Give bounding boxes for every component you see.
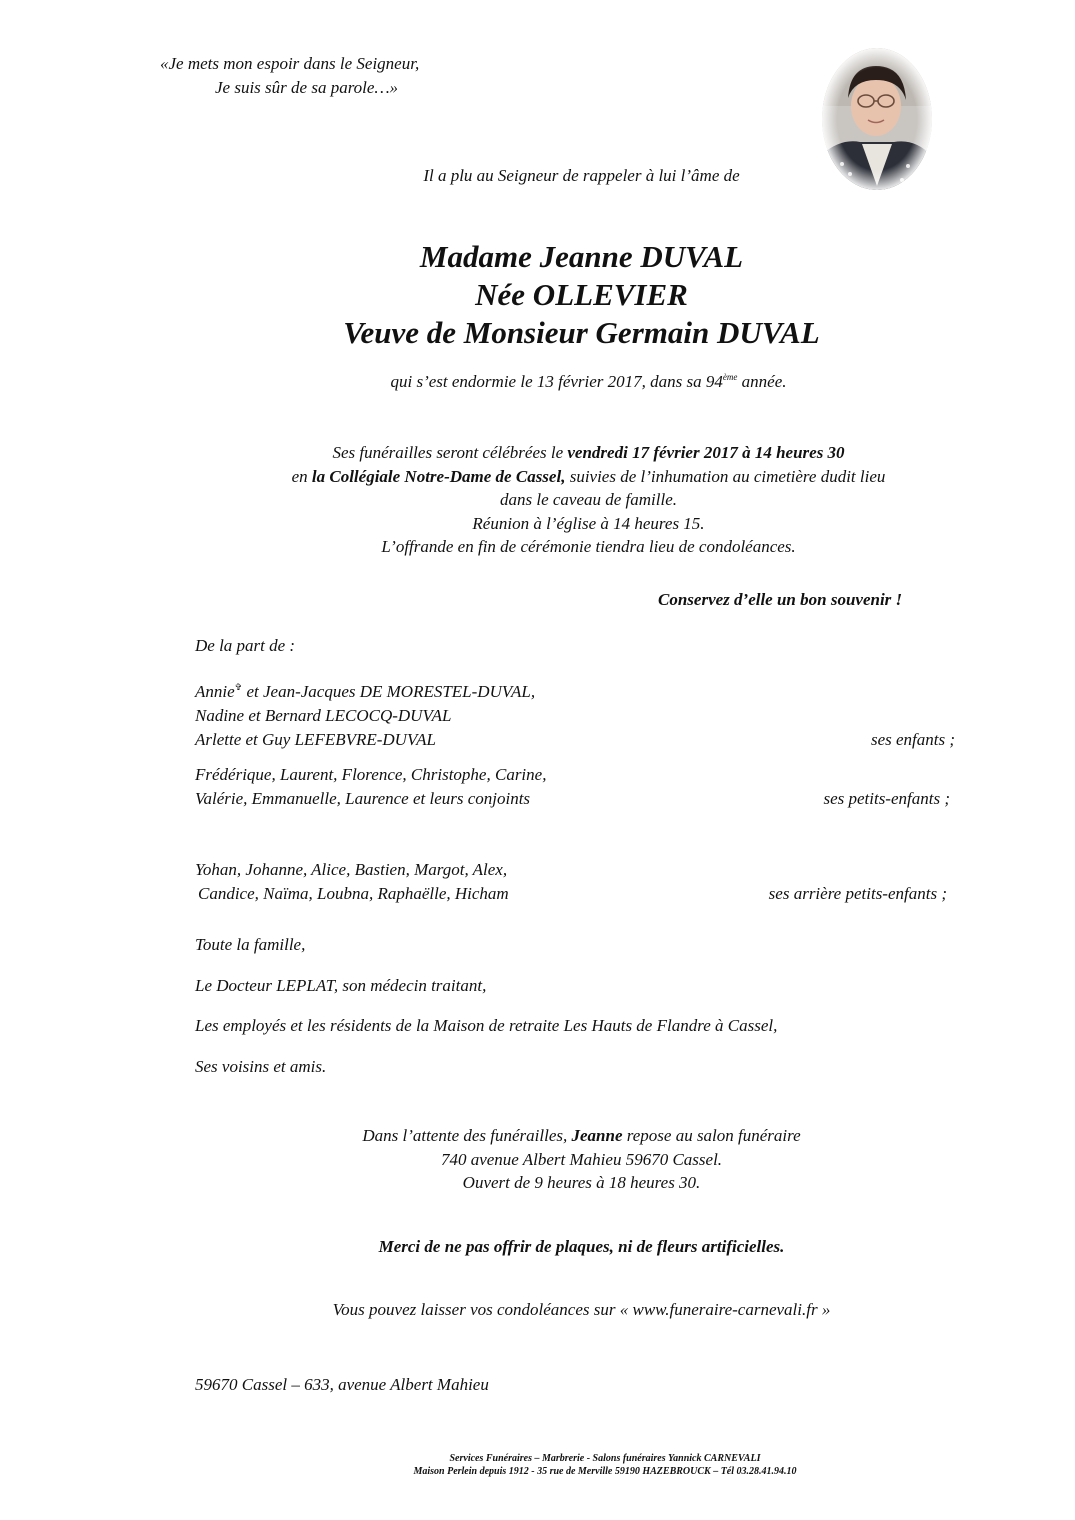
grandchildren-line-2: Valérie, Emmanuelle, Laurence et leurs conjoints [195, 789, 531, 808]
footer-line-1: Services Funéraires – Marbrerie - Salons funéraires Yannick CARNEVALI [449, 1453, 761, 1464]
funeral-line-5: L’offrande en fin de cérémonie tiendra lieu de condoléances. [381, 537, 796, 556]
ordinal-suffix: ème [722, 372, 738, 382]
widow-of: Veuve de Monsieur Germain DUVAL [343, 315, 820, 350]
neighbors-text: Ses voisins et amis. [195, 1057, 327, 1076]
cross-icon: ✞ [234, 682, 243, 692]
epigraph-quote [160, 52, 419, 100]
from-label: De la part de : [195, 636, 296, 655]
intro-text: Il a plu au Seigneur de rappeler à lui l’âme de [423, 166, 740, 185]
funeral-details [0, 441, 1075, 559]
no-flowers-request: Merci de ne pas offrir de plaques, ni de fleurs artificielles. [378, 1237, 785, 1256]
online-condolences: Vous pouvez laisser vos condoléances sur « www.funeraire-carnevali.fr » [332, 1300, 831, 1319]
funeral-line-3: dans le caveau de famille. [499, 490, 678, 509]
great-grandchildren-line-2: Candice, Naïma, Loubna, Raphaëlle, Hicham [198, 884, 509, 903]
funeral-line-4: Réunion à l’église à 14 heures 15. [472, 513, 705, 533]
great-grandchildren-line-1: Yohan, Johanne, Alice, Bastien, Margot, Alex, [195, 860, 508, 879]
doctor-text: Le Docteur LEPLAT, son médecin traitant, [195, 976, 487, 995]
funeral-line-1: Ses funérailles seront célébrées le vendredi 17 février 2017 à 14 heures 30 [332, 443, 845, 462]
wake-line-2: 740 avenue Albert Mahieu 59670 Cassel. [440, 1149, 723, 1169]
grandchildren-relation: ses petits-enfants ; [823, 789, 950, 808]
passing-text: qui s’est endormie le 13 février 2017, dans sa 94ème année. [390, 372, 787, 391]
family-text: Toute la famille, [195, 935, 306, 954]
retirement-home-text: Les employés et les résidents de la Maison de retraite Les Hauts de Flandre à Cassel, [195, 1016, 778, 1035]
family-address: 59670 Cassel – 633, avenue Albert Mahieu [195, 1375, 489, 1394]
great-grandchildren-relation: ses arrière petits-enfants ; [768, 884, 947, 903]
funeral-datetime: vendredi 17 février 2017 à 14 heures 30 [567, 443, 845, 462]
quote-line-1: «Je mets mon espoir dans le Seigneur, [160, 54, 420, 73]
grandchildren-block [195, 763, 950, 811]
birth-name: Née OLLEVIER [475, 277, 688, 312]
children-line-2: Nadine et Bernard LECOCQ-DUVAL [195, 706, 452, 725]
footer-line-2: Maison Perlein depuis 1912 - 35 rue de Merville 59190 HAZEBROUCK – Tél 03.28.41.94.10 [413, 1466, 797, 1477]
funeral-church: la Collégiale Notre-Dame de Cassel, [311, 466, 566, 486]
children-relation: ses enfants ; [870, 730, 955, 749]
children-block [195, 675, 955, 752]
funeral-line-2: en la Collégiale Notre-Dame de Cassel, suivies de l’inhumation au cimetière dudit lieu [291, 466, 886, 486]
wake-first-name: Jeanne [571, 1126, 623, 1145]
funeral-home-footer [0, 1452, 1075, 1478]
remember-text: Conservez d’elle un bon souvenir ! [658, 590, 903, 609]
deceased-name: Madame Jeanne DUVAL [419, 239, 744, 274]
grandchildren-line-1: Frédérique, Laurent, Florence, Christophe, Carine, [195, 765, 547, 784]
children-line-3: Arlette et Guy LEFEBVRE-DUVAL [195, 730, 436, 749]
children-line-1: Annie✞ et Jean-Jacques DE MORESTEL-DUVAL, [195, 682, 536, 701]
quote-line-2: Je suis sûr de sa parole…» [215, 78, 399, 97]
great-grandchildren-block [195, 858, 947, 906]
deceased-names [0, 238, 1075, 352]
wake-line-1: Dans l’attente des funérailles, Jeanne repose au salon funéraire [362, 1126, 801, 1145]
wake-details [0, 1124, 1075, 1195]
wake-line-3: Ouvert de 9 heures à 18 heures 30. [462, 1173, 701, 1192]
